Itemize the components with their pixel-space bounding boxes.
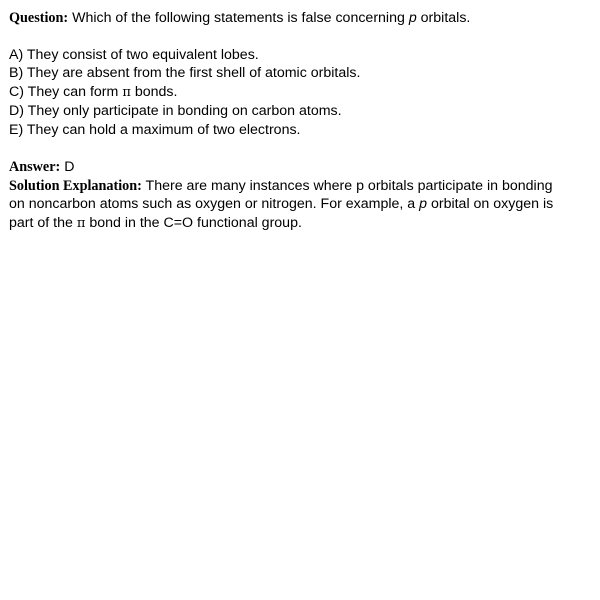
solution-text-1: There are many instances where p orbitals participate in bonding [145, 177, 553, 194]
option-text: They can form [27, 83, 119, 100]
solution-line-3 [9, 214, 594, 234]
question-text-end: orbitals. [420, 10, 471, 26]
pi-symbol: π [122, 84, 131, 100]
solution-line-2 [9, 195, 594, 214]
option-letter: D) [9, 103, 24, 119]
option-text: They are absent from the first shell of atomic orbitals. [26, 65, 361, 81]
option-text: They consist of two equivalent lobes. [26, 46, 259, 63]
answer-value: D [64, 159, 75, 175]
solution-text-3: part of the [9, 214, 73, 231]
question-line [9, 9, 594, 28]
question-text: Which of the following statements is false concerning [72, 10, 405, 26]
option-letter: C) [9, 83, 24, 100]
option-a [9, 46, 594, 65]
options-list [9, 46, 594, 140]
solution-line-1 [9, 177, 594, 196]
option-letter: E) [9, 121, 24, 138]
option-c [9, 83, 594, 103]
solution-label: Solution Explanation: [9, 177, 142, 194]
solution-italic-p: p [419, 196, 427, 212]
question-label: Question: [9, 10, 69, 26]
option-text-end: bonds. [134, 83, 178, 100]
question-italic-p: p [408, 10, 417, 26]
solution-text-3-end: bond in the C=O functional group. [89, 214, 302, 231]
option-b [9, 64, 594, 83]
solution-text-2-end: orbital on oxygen is [430, 196, 554, 212]
option-text: They can hold a maximum of two electrons. [26, 121, 301, 138]
option-text: They only participate in bonding on carbon atoms. [27, 103, 342, 119]
option-e [9, 121, 594, 140]
option-letter: B) [9, 65, 24, 81]
option-letter: A) [9, 46, 24, 63]
pi-symbol: π [76, 215, 86, 231]
question-document [9, 9, 594, 233]
answer-line [9, 158, 594, 177]
solution-text-2: on noncarbon atoms such as oxygen or nitrogen. For example, a [9, 196, 416, 212]
option-d [9, 102, 594, 121]
answer-label: Answer: [9, 159, 61, 175]
